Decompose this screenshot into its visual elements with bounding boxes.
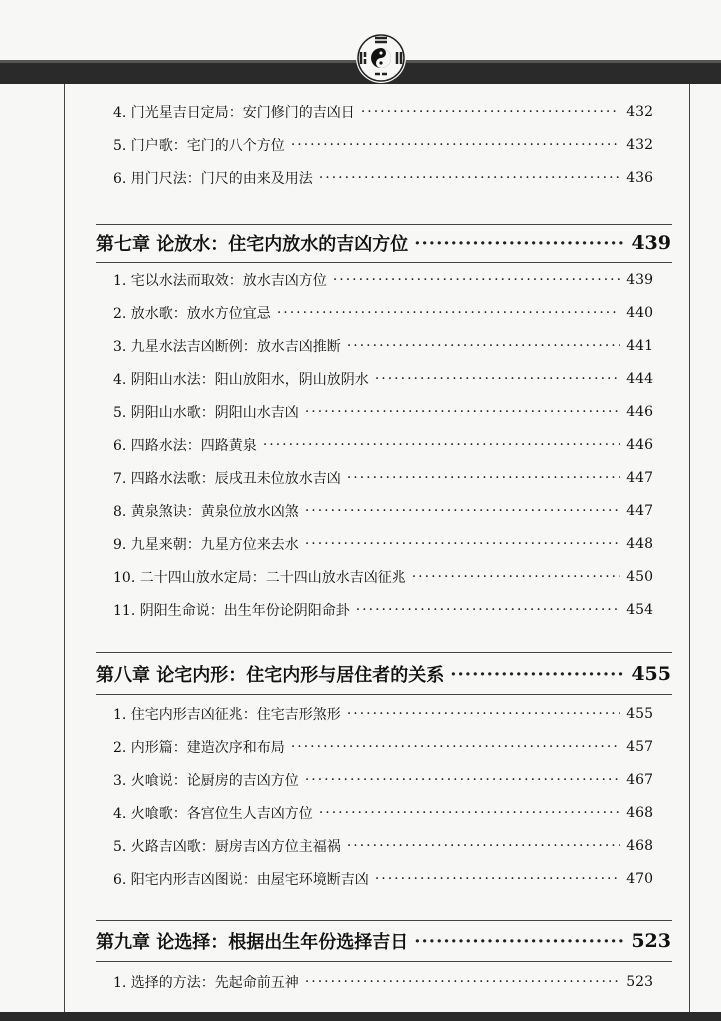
toc-leader-dots	[347, 338, 620, 354]
toc-entry-page: 448	[626, 536, 653, 552]
toc-entry[interactable]	[113, 563, 653, 591]
toc-entry-page: 436	[626, 170, 653, 186]
chapter-title: 第九章 论选择：根据出生年份选择吉日	[96, 932, 409, 953]
chapter-title: 第七章 论放水：住宅内放水的吉凶方位	[96, 234, 409, 255]
chapter-divider	[96, 920, 672, 921]
toc-entry-title: 1. 选择的方法：先起命前五神	[113, 975, 299, 991]
toc-entry-title: 2. 放水歌：放水方位宜忌	[113, 306, 271, 322]
toc-leader-dots	[319, 170, 620, 186]
toc-entry-page: 447	[626, 470, 653, 486]
toc-entry-title: 5. 门户歌：宅门的八个方位	[113, 138, 285, 154]
toc-entry[interactable]	[113, 266, 653, 294]
chapter-divider	[96, 262, 672, 263]
chapter-title: 第八章 论宅内形：住宅内形与居住者的关系	[96, 665, 445, 686]
toc-entry-page: 523	[626, 974, 653, 990]
toc-entry-page: 447	[626, 503, 653, 519]
toc-entry-title: 3. 九星水法吉凶断例：放水吉凶推断	[113, 339, 341, 355]
toc-chapter-7[interactable]	[96, 229, 671, 257]
toc-leader-dots	[305, 404, 620, 420]
toc-leader-dots	[361, 104, 620, 120]
toc-entry[interactable]	[113, 164, 653, 192]
toc-entry[interactable]	[113, 968, 653, 996]
toc-entry[interactable]	[113, 131, 653, 159]
toc-leader-dots	[375, 871, 620, 887]
toc-entry-page: 439	[626, 272, 653, 288]
toc-entry-title: 2. 内形篇：建造次序和布局	[113, 740, 285, 756]
toc-entry-page: 455	[626, 706, 653, 722]
toc-entry-page: 441	[626, 338, 653, 354]
toc-entry[interactable]	[113, 700, 653, 728]
toc-leader-dots	[414, 931, 625, 952]
toc-entry-page: 440	[626, 305, 653, 321]
toc-entry[interactable]	[113, 464, 653, 492]
chapter-divider	[96, 652, 672, 653]
toc-leader-dots	[305, 772, 620, 788]
toc-entry[interactable]	[113, 530, 653, 558]
toc-entry[interactable]	[113, 596, 653, 624]
toc-entry-page: 432	[626, 137, 653, 153]
toc-entry[interactable]	[113, 497, 653, 525]
toc-entry-page: 446	[626, 404, 653, 420]
toc-leader-dots	[333, 272, 620, 288]
chapter-divider	[96, 224, 672, 225]
toc-leader-dots	[414, 233, 625, 254]
bagua-taiji-icon	[356, 33, 406, 83]
toc-entry-title: 4. 门光星吉日定局：安门修门的吉凶日	[113, 105, 355, 121]
toc-leader-dots	[305, 974, 620, 990]
toc-chapter-8[interactable]	[96, 660, 671, 688]
toc-entry-title: 10. 二十四山放水定局：二十四山放水吉凶征兆	[113, 570, 406, 586]
toc-entry[interactable]	[113, 365, 653, 393]
toc-entry-title: 1. 宅以水法而取效：放水吉凶方位	[113, 273, 327, 289]
toc-entry-title: 6. 四路水法：四路黄泉	[113, 438, 257, 454]
toc-chapter-9[interactable]	[96, 927, 671, 955]
toc-entry[interactable]	[113, 98, 653, 126]
toc-entry-title: 11. 阴阳生命说：出生年份论阴阳命卦	[113, 603, 350, 619]
toc-entry-page: 470	[626, 871, 653, 887]
toc-leader-dots	[347, 470, 620, 486]
chapter-divider	[96, 694, 672, 695]
toc-leader-dots	[450, 664, 625, 685]
toc-entry-title: 6. 阳宅内形吉凶图说：由屋宅环境断吉凶	[113, 872, 369, 888]
toc-entry-title: 5. 阴阳山水歌：阴阳山水吉凶	[113, 405, 299, 421]
toc-entry[interactable]	[113, 431, 653, 459]
toc-entry[interactable]	[113, 733, 653, 761]
toc-entry-title: 7. 四路水法歌：辰戌丑未位放水吉凶	[113, 471, 341, 487]
toc-entry-title: 8. 黄泉煞诀：黄泉位放水凶煞	[113, 504, 299, 520]
toc-leader-dots	[412, 569, 621, 585]
toc-entry[interactable]	[113, 299, 653, 327]
toc-leader-dots	[291, 137, 620, 153]
toc-entry-page: 468	[626, 838, 653, 854]
toc-entry[interactable]	[113, 332, 653, 360]
toc-entry[interactable]	[113, 766, 653, 794]
toc-entry[interactable]	[113, 799, 653, 827]
footer-bar	[0, 1012, 721, 1021]
toc-entry-page: 467	[626, 772, 653, 788]
chapter-page: 455	[631, 663, 671, 685]
chapter-page: 439	[631, 232, 671, 254]
toc-leader-dots	[291, 739, 620, 755]
toc-entry[interactable]	[113, 865, 653, 893]
toc-entry-page: 446	[626, 437, 653, 453]
chapter-page: 523	[631, 930, 671, 952]
toc-entry-page: 450	[626, 569, 653, 585]
toc-leader-dots	[347, 838, 620, 854]
chapter-divider	[96, 961, 672, 962]
toc-entry-title: 1. 住宅内形吉凶征兆：住宅吉形煞形	[113, 707, 341, 723]
toc-entry-title: 3. 火喰说：论厨房的吉凶方位	[113, 773, 299, 789]
toc-entry-page: 454	[626, 602, 653, 618]
toc-entry-title: 4. 阴阳山水法：阳山放阳水，阴山放阴水	[113, 372, 369, 388]
toc-leader-dots	[319, 805, 620, 821]
toc-leader-dots	[305, 536, 620, 552]
toc-leader-dots	[305, 503, 620, 519]
toc-entry-title: 6. 用门尺法：门尺的由来及用法	[113, 171, 313, 187]
toc-entry-title: 4. 火喰歌：各宫位生人吉凶方位	[113, 806, 313, 822]
toc-leader-dots	[277, 305, 620, 321]
toc-leader-dots	[347, 706, 620, 722]
toc-entry-title: 5. 火路吉凶歌：厨房吉凶方位主福祸	[113, 839, 341, 855]
toc-leader-dots	[356, 602, 621, 618]
toc-entry[interactable]	[113, 832, 653, 860]
toc-leader-dots	[263, 437, 620, 453]
toc-entry-page: 444	[626, 371, 653, 387]
toc-entry-page: 432	[626, 104, 653, 120]
toc-leader-dots	[375, 371, 620, 387]
toc-entry[interactable]	[113, 398, 653, 426]
toc-entry-title: 9. 九星来朝：九星方位来去水	[113, 537, 299, 553]
toc-entry-page: 457	[626, 739, 653, 755]
toc-entry-page: 468	[626, 805, 653, 821]
